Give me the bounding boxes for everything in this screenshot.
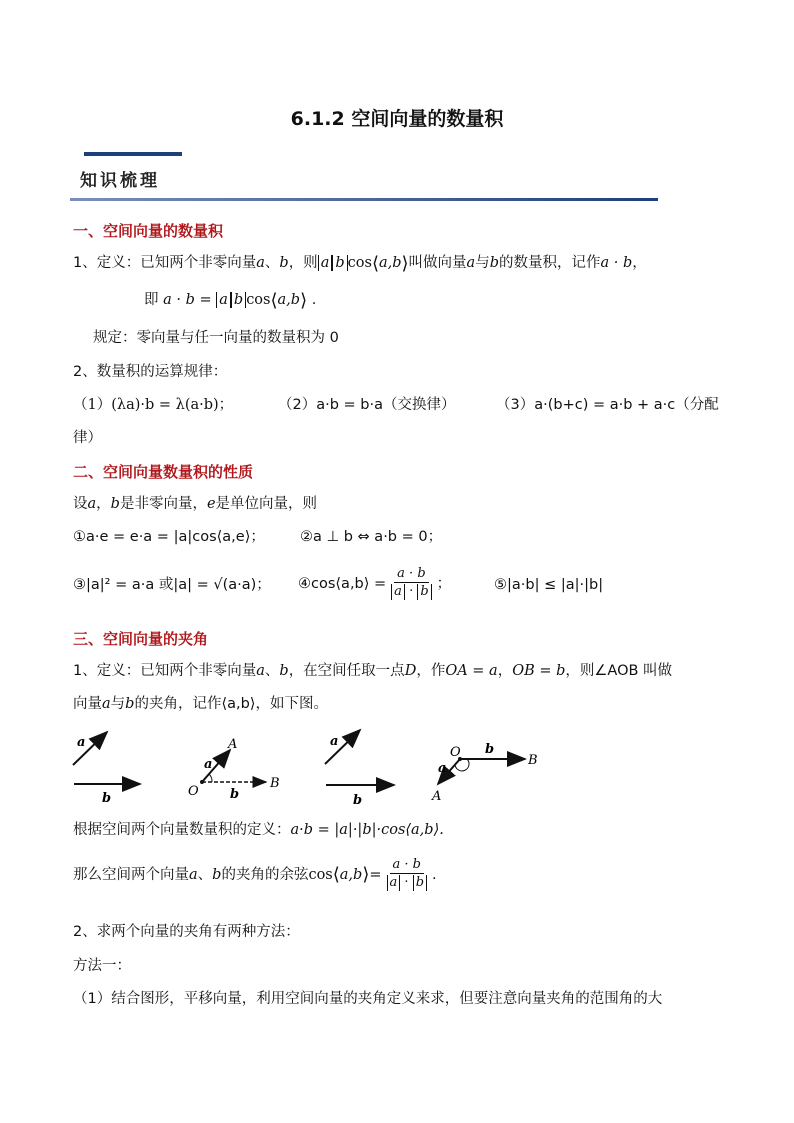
label-a-4: a — [438, 761, 447, 776]
angle-definition-line-2: 向量a与b的夹角，记作⟨a,b⟩，如下图。 — [73, 696, 328, 712]
section-heading-3: 三、空间向量的夹角 — [73, 630, 209, 648]
cos-fraction-2: $\frac{a \cdot b}{a \cdot b}$ — [384, 857, 431, 892]
methods-title: 2、求两个向量的夹角有两种方法： — [73, 924, 300, 940]
label-a-3: a — [330, 734, 339, 749]
label-O-1: O — [188, 784, 199, 799]
property-4: ④cos⟨a,b⟩ = $\frac{a \cdot b}{a \cdot b}$ ； — [298, 566, 452, 599]
origin-point-1 — [200, 780, 204, 784]
banner-top-bar — [84, 152, 182, 156]
label-A-2: A — [432, 789, 442, 804]
label-O-2: O — [450, 745, 461, 760]
cos-fraction-1: $\frac{a \cdot b}{a \cdot b}$ — [388, 566, 435, 601]
laws-title: 2、数量积的运算规律： — [73, 364, 228, 380]
property-3: ③|a|² = a·a 或|a| = √(a·a)； — [73, 577, 271, 593]
method-1-step-1: （1）结合图形，平移向量，利用空间向量的夹角定义来求，但要注意向量夹角的范围角的大 — [73, 991, 663, 1007]
law-2: （2）a·b = b·a（交换律） — [278, 397, 456, 413]
by-definition-line: 根据空间两个向量数量积的定义：a·b = |a|·|b|·cos⟨a,b⟩. — [73, 822, 444, 838]
properties-intro: 设a，b是非零向量，e是单位向量，则 — [73, 496, 318, 512]
law-1: （1）(λa)·b = λ(a·b)； — [73, 397, 234, 413]
section-banner: 知识梳理 — [80, 171, 160, 191]
label-B-1: B — [270, 776, 280, 791]
property-5: ⑤|a·b| ≤ |a|·|b| — [494, 577, 604, 593]
label-a-2: a — [204, 757, 213, 772]
property-1: ①a·e = e·a = |a|cos⟨a,e⟩； — [73, 529, 265, 545]
label-a-1: a — [77, 735, 86, 750]
definition-line-1: 1、定义：已知两个非零向量a、b，则 a b cos⟨a,b⟩叫做向量a与b的数量积，记作a · b， — [73, 253, 647, 274]
section-heading-2: 二、空间向量数量积的性质 — [73, 463, 254, 481]
definition-formula: 即 a · b = a b cos⟨a,b⟩ . — [144, 290, 317, 311]
banner-underline — [70, 198, 658, 201]
law-3-continued: 律） — [73, 430, 102, 446]
label-b-2: b — [230, 787, 240, 802]
cosine-line: 那么空间两个向量 a 、 b 的夹角的余弦 cos ⟨ a,b ⟩ = $\frac{a \cdot b}{a \cdot b}$ . — [73, 857, 437, 890]
label-A-1: A — [228, 737, 238, 752]
angle-arc-1 — [209, 774, 212, 782]
label-b-1: b — [102, 791, 112, 806]
label-B-2: B — [528, 753, 538, 768]
section-heading-1: 一、空间向量的数量积 — [73, 222, 224, 240]
angle-definition-line-1: 1、定义：已知两个非零向量a、b，在空间任取一点D，作OA = a，OB = b，则∠AOB 叫做 — [73, 663, 673, 679]
vector-angle-figure — [60, 722, 560, 812]
label-b-4: b — [485, 742, 495, 757]
zero-vector-rule: 规定：零向量与任一向量的数量积为 0 — [93, 330, 339, 346]
law-3: （3）a·(b+c) = a·b + a·c（分配 — [496, 397, 719, 413]
property-2: ②a ⊥ b ⇔ a·b = 0； — [300, 529, 443, 545]
label-b-3: b — [353, 793, 363, 808]
method-1-label: 方法一： — [73, 958, 131, 974]
page-title: 6.1.2 空间向量的数量积 — [290, 108, 504, 130]
